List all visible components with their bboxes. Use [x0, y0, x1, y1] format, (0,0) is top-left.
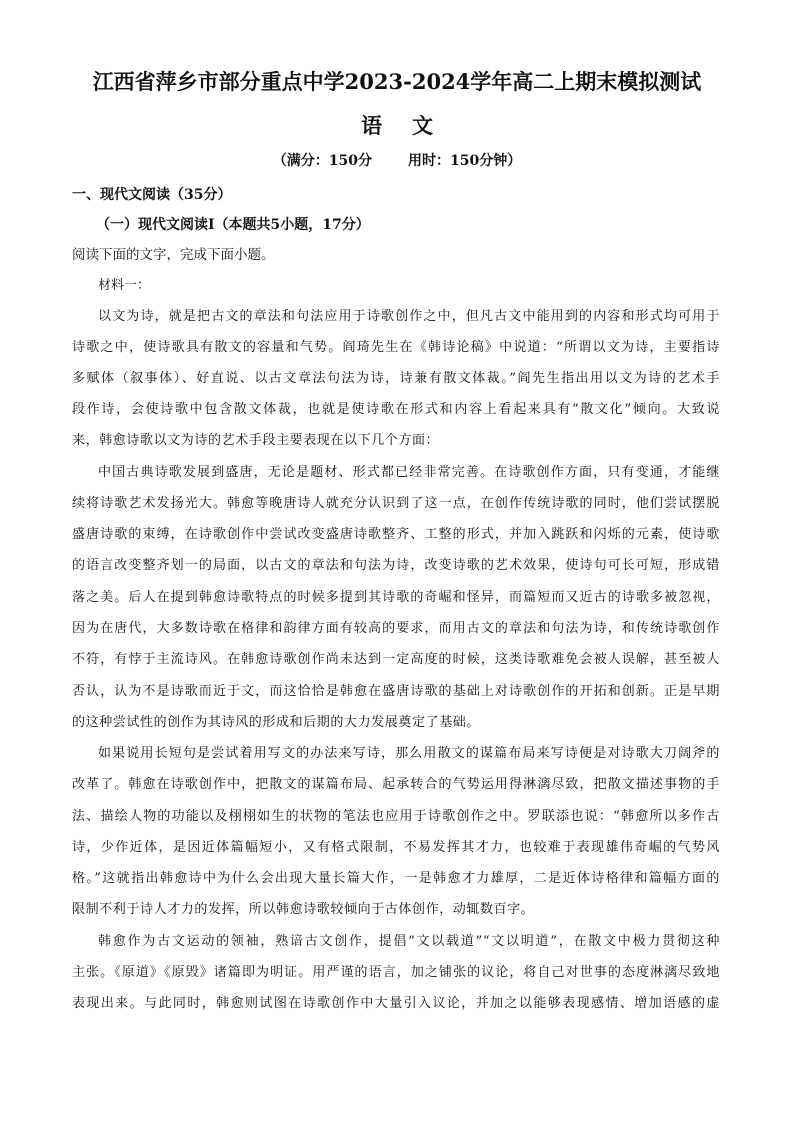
instruction-text: 阅读下面的文字，完成下面小题。 [72, 247, 275, 263]
exam-info [0, 150, 794, 170]
material-label: 材料一： [98, 278, 151, 293]
paragraph-line: 韩愈作为古文运动的领袖，熟谙古文创作，提倡“文以载道”“文以明道”，在散文中极力贯彻这种 [98, 934, 720, 949]
paragraph-line: 盛唐诗歌的束缚，在诗歌创作中尝试改变盛唐诗歌整齐、工整的形式，并加入跳跃和闪烁的元素，使诗歌 [72, 527, 720, 542]
paragraph-line: 的语言改变整齐划一的局面，以古文的章法和句法为诗，改变诗歌的艺术效果，使诗句可长可短，形成错 [72, 558, 720, 573]
section-heading: 一、现代文阅读（35分） [72, 187, 232, 203]
paragraph-line: 多赋体（叙事体）、好直说、以古文章法句法为诗，诗兼有散文体裁。”阎先生指出用以文为诗的艺术手 [72, 371, 720, 386]
paragraph-line: 因为在唐代，大多数诗歌在格律和韵律方面有较高的要求，而用古文的章法和句法为诗，和传统诗歌创作 [72, 621, 720, 636]
paragraph-line: 改革了。韩愈在诗歌创作中，把散文的谋篇布局、起承转合的气势运用得淋漓尽致，把散文描述事物的手 [72, 777, 720, 792]
paragraph-line: 如果说用长短句是尝试着用写文的办法来写诗，那么用散文的谋篇布局来写诗便是对诗歌大刀阔斧的 [98, 746, 720, 761]
subject-title: 语文 [361, 113, 463, 138]
paragraph-line: 来，韩愈诗歌以文为诗的艺术手段主要表现在以下几个方面： [72, 433, 440, 448]
paragraph-line: 续将诗歌艺术发扬光大。韩愈等晚唐诗人就充分认识到了这一点，在创作传统诗歌的同时，他们尝试摆脱 [72, 496, 720, 511]
paragraph-line: 不符，有悖于主流诗风。在韩愈诗歌创作尚未达到一定高度的时候，这类诗歌难免会被人误解，甚至被人 [72, 652, 720, 667]
paragraph-line: 的这种尝试性的创作为其诗风的形成和后期的大力发展奠定了基础。 [72, 715, 481, 730]
exam-title: 江西省萍乡市部分重点中学2023-2024学年高二上期末模拟测试 [92, 69, 702, 94]
paragraph-line: 段作诗，会使诗歌中包含散文体裁，也就是使诗歌在形式和内容上看起来具有“散文化”倾向。大致说 [72, 402, 720, 417]
paragraph-line: 法、描绘人物的功能以及栩栩如生的状物的笔法也应用于诗歌创作之中。罗联添也说：“韩愈所以多作古 [72, 809, 720, 824]
full-score: （满分：150分 [272, 153, 372, 169]
exam-time: 用时：150分钟） [408, 153, 522, 169]
paragraph-line: 主张。《原道》《原毁》诸篇即为明证。用严谨的语言，加之铺张的议论，将自己对世事的态度淋漓尽致地 [72, 965, 720, 980]
paragraph-line: 格。”这就指出韩愈诗中为什么会出现大量长篇大作，一是韩愈才力雄厚，二是近体诗格律和篇幅方面的 [72, 871, 720, 886]
paragraph-line: 以文为诗，就是把古文的章法和句法应用于诗歌创作之中，但凡古文中能用到的内容和形式均可用于 [98, 309, 720, 324]
paragraph-line: 表现出来。与此同时，韩愈则试图在诗歌创作中大量引入议论，并加之以能够表现感情、增加语感的虚 [72, 996, 720, 1011]
paragraph-line: 落之美。后人在提到韩愈诗歌特点的时候多提到其诗歌的奇崛和怪异，而篇短而又近古的诗歌多被忽视， [72, 590, 720, 605]
paragraph-line: 诗歌之中，使诗歌具有散文的容量和气势。阎琦先生在《韩诗论稿》中说道：“所谓以文为诗，主要指诗 [72, 340, 720, 355]
paragraph-line: 中国古典诗歌发展到盛唐，无论是题材、形式都已经非常完善。在诗歌创作方面，只有变通，才能继 [98, 465, 720, 480]
paragraph-line: 否认，认为不是诗歌而近于文，而这恰恰是韩愈在盛唐诗歌的基础上对诗歌创作的开拓和创新。正是早期 [72, 684, 720, 699]
paragraph-line: 限制不利于诗人才力的发挥，所以韩愈诗歌较倾向于古体创作，动辄数百字。 [72, 902, 535, 917]
paragraph-line: 诗，少作近体，是因近体篇幅短小，又有格式限制，不易发挥其才力，也较难于表现雄伟奇崛的气势风 [72, 840, 720, 855]
section-subheading: （一）现代文阅读Ⅰ（本题共5小题，17分） [96, 217, 370, 233]
